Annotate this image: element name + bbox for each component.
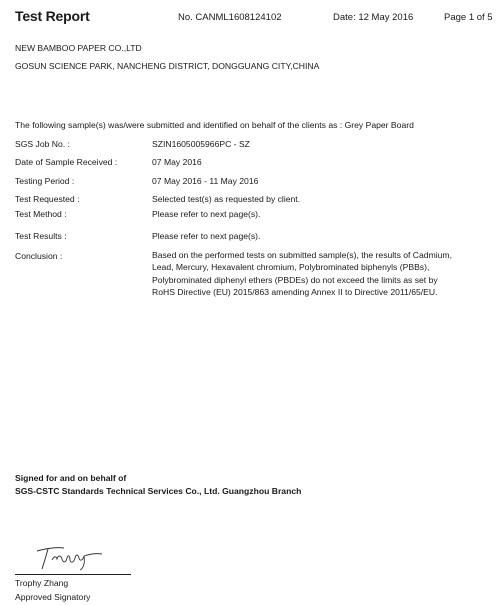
- conclusion-line: Lead, Mercury, Hexavalent chromium, Polybrominated biphenyls (PBBs),: [152, 262, 430, 273]
- report-date: Date: 12 May 2016: [333, 12, 414, 23]
- signatory-name: Trophy Zhang: [15, 578, 69, 588]
- field-value-test-results: Please refer to next page(s).: [152, 231, 261, 241]
- report-number: No. CANML1608124102: [178, 12, 282, 23]
- field-value-date-received: 07 May 2016: [152, 157, 202, 167]
- conclusion-line: Polybrominated diphenyl ethers (PBDEs) do not exceed the limits as set by: [152, 274, 438, 285]
- conclusion-text: [152, 249, 497, 298]
- client-name: NEW BAMBOO PAPER CO.,LTD: [15, 43, 142, 53]
- client-address: GOSUN SCIENCE PARK, NANCHENG DISTRICT, DONGGUANG CITY,CHINA: [15, 61, 320, 71]
- signature-image: [34, 542, 106, 572]
- field-label-test-results: Test Results :: [15, 231, 67, 241]
- field-value-test-requested: Selected test(s) as requested by client.: [152, 194, 301, 204]
- field-value-testing-period: 07 May 2016 - 11 May 2016: [152, 176, 259, 186]
- signatory-title: Approved Signatory: [15, 592, 91, 602]
- company-name: SGS-CSTC Standards Technical Services Co., Ltd. Guangzhou Branch: [15, 486, 302, 496]
- field-value-test-method: Please refer to next page(s).: [152, 209, 261, 219]
- field-label-job-no: SGS Job No. :: [15, 139, 70, 149]
- field-label-date-received: Date of Sample Received :: [15, 157, 118, 167]
- intro-text: The following sample(s) was/were submitted and identified on behalf of the clients as : Grey Paper Board: [15, 120, 414, 130]
- conclusion-line: Based on the performed tests on submitted sample(s), the results of Cadmium,: [152, 250, 452, 260]
- page-indicator: Page 1 of 5: [444, 12, 493, 23]
- field-value-job-no: SZIN1605005966PC - SZ: [152, 139, 250, 149]
- field-label-testing-period: Testing Period :: [15, 176, 75, 186]
- field-label-conclusion: Conclusion :: [15, 251, 63, 261]
- report-title: Test Report: [15, 8, 90, 24]
- field-label-test-requested: Test Requested :: [15, 194, 80, 204]
- conclusion-line: RoHS Directive (EU) 2015/863 amending Annex II to Directive 2011/65/EU.: [152, 286, 438, 297]
- signature-line: [15, 574, 131, 575]
- signed-for-text: Signed for and on behalf of: [15, 473, 127, 483]
- field-label-test-method: Test Method :: [15, 209, 67, 219]
